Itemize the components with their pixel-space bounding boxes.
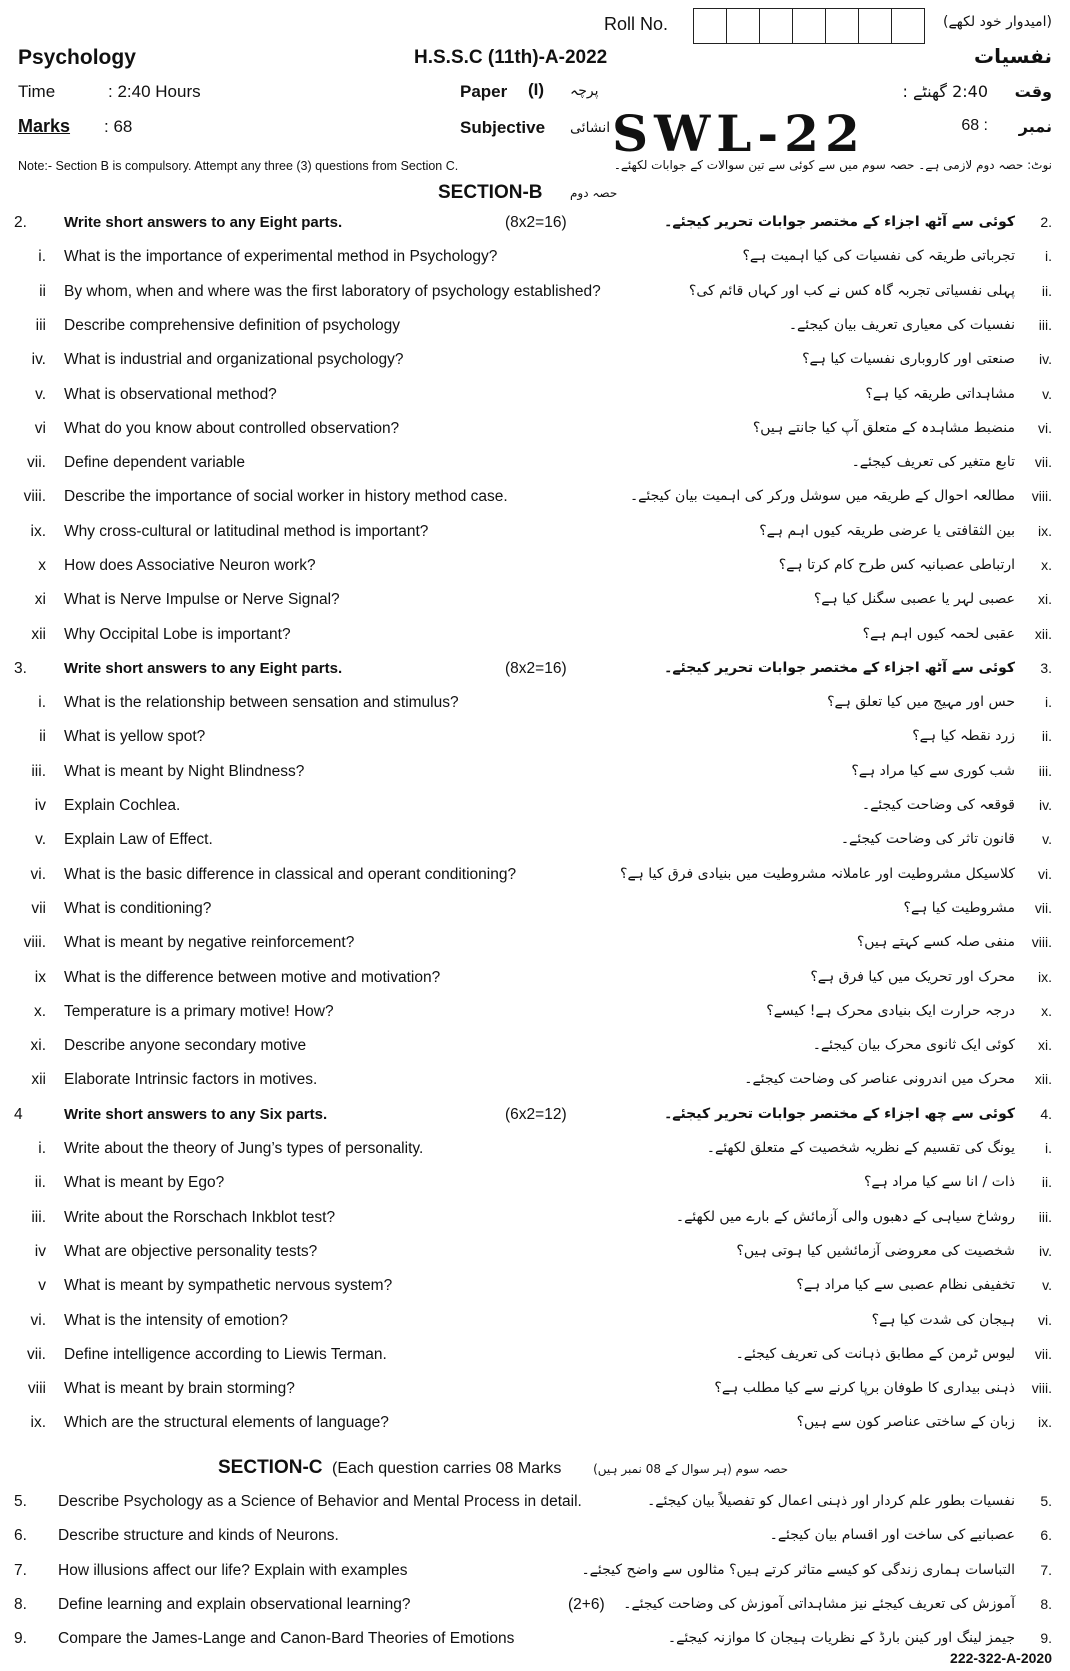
- section-b-title: SECTION-B: [438, 182, 543, 203]
- item-number-urdu: vii.: [1034, 1346, 1052, 1362]
- item-number: 5.: [14, 1493, 27, 1510]
- item-number-urdu: iv.: [1039, 1243, 1052, 1259]
- part-row: [0, 1003, 1070, 1033]
- item-text: What are objective personality tests?: [64, 1243, 318, 1260]
- marks-urdu-value: 68 :: [961, 117, 988, 134]
- item-number: v.: [35, 831, 46, 848]
- part-row: [0, 626, 1070, 656]
- marks-note: (8x2=16): [505, 660, 567, 677]
- item-text: Describe structure and kinds of Neurons.: [58, 1527, 339, 1544]
- note-english: Note:- Section B is compulsory. Attempt any three (3) questions from Section C.: [18, 159, 459, 173]
- item-number: iii.: [31, 1209, 46, 1226]
- part-row: [0, 694, 1070, 724]
- item-number-urdu: iii.: [1038, 763, 1052, 779]
- long-question-row: [0, 1527, 1070, 1557]
- item-number-urdu: iv.: [1039, 351, 1052, 367]
- item-text-urdu: عصبی لہر یا عصبی سگنل کیا ہے؟: [813, 591, 1015, 607]
- item-text-urdu: کوئی ایک ثانوی محرک بیان کیجئے۔: [812, 1037, 1015, 1053]
- item-number: vi: [34, 420, 46, 437]
- roll-cell: [727, 9, 760, 43]
- part-row: [0, 1414, 1070, 1444]
- part-row: [0, 386, 1070, 416]
- item-text-urdu: ذہنی بیداری کا طوفان برپا کرنے سے کیا مطلب ہے؟: [714, 1380, 1015, 1396]
- part-row: [0, 557, 1070, 587]
- section-b-title-urdu: حصہ دوم: [570, 186, 618, 200]
- item-number: ix.: [30, 1414, 46, 1431]
- item-number: iv: [34, 797, 46, 814]
- exam-title: H.S.S.C (11th)-A-2022: [414, 47, 608, 68]
- item-number: viii.: [23, 488, 46, 505]
- item-text-urdu: درجہ حرارت ایک بنیادی محرک ہے! کیسے؟: [766, 1003, 1015, 1019]
- item-text-urdu: عقبی لحمہ کیوں اہم ہے؟: [862, 626, 1015, 642]
- part-row: [0, 591, 1070, 621]
- part-row: [0, 1071, 1070, 1101]
- item-number-urdu: viii.: [1031, 1380, 1052, 1396]
- part-row: [0, 1140, 1070, 1170]
- item-number: 6.: [14, 1527, 27, 1544]
- paper-label: Paper: [460, 82, 508, 101]
- item-text-urdu: زبان کے ساختی عناصر کون سے ہیں؟: [796, 1414, 1015, 1430]
- item-number-urdu: vii.: [1034, 900, 1052, 916]
- item-text-urdu: نفسیات بطور علم کردار اور ذہنی اعمال کو تفصیلاً بیان کیجئے۔: [647, 1493, 1015, 1509]
- question-row: [0, 660, 1070, 690]
- long-question-row: [0, 1493, 1070, 1523]
- item-number: ii: [39, 283, 46, 300]
- item-number-urdu: x.: [1041, 557, 1052, 573]
- time-label: Time: [18, 82, 56, 101]
- item-text: What is meant by sympathetic nervous system?: [64, 1277, 393, 1294]
- item-number: vii: [31, 900, 46, 917]
- item-text: What is the difference between motive and motivation?: [64, 969, 441, 986]
- item-text-urdu: جیمز لینگ اور کینن بارڈ کے نظریات ہیجان کا موازنہ کیجئے۔: [667, 1630, 1015, 1646]
- part-row: [0, 1346, 1070, 1376]
- item-text-urdu: تابع متغیر کی تعریف کیجئے۔: [851, 454, 1015, 470]
- part-row: [0, 351, 1070, 381]
- item-text: Describe Psychology as a Science of Behavior and Mental Process in detail.: [58, 1493, 582, 1510]
- item-text: Define dependent variable: [64, 454, 245, 471]
- item-number: x.: [33, 1003, 46, 1020]
- item-text: What is the intensity of emotion?: [64, 1312, 289, 1329]
- part-row: [0, 1243, 1070, 1273]
- item-text-urdu: یونگ کی تقسیم کے نظریہ شخصیت کے متعلق لکھئے۔: [706, 1140, 1015, 1156]
- item-text: What is the basic difference in classical and operant conditioning?: [64, 866, 517, 883]
- item-number: xi.: [30, 1037, 46, 1054]
- item-number: v.: [35, 386, 46, 403]
- item-text-urdu: شخصیت کی معروضی آزمائشیں کیا ہوتی ہیں؟: [736, 1243, 1015, 1259]
- question-row: [0, 1106, 1070, 1136]
- item-number-urdu: v.: [1042, 386, 1052, 402]
- item-text: What is conditioning?: [64, 900, 212, 917]
- item-text-urdu: تجرباتی طریقہ کی نفسیات کی کیا اہمیت ہے؟: [742, 248, 1015, 264]
- item-number-urdu: i.: [1045, 1140, 1052, 1156]
- item-text: Why Occipital Lobe is important?: [64, 626, 291, 643]
- item-number-urdu: ii.: [1041, 728, 1052, 744]
- item-text: What is meant by brain storming?: [64, 1380, 295, 1397]
- subject-english: Psychology: [18, 46, 136, 69]
- item-text-urdu: کلاسیکل مشروطیت اور عاملانہ مشروطیت میں بنیادی فرق کیا ہے؟: [620, 866, 1015, 882]
- item-text-urdu: کوئی سے چھ اجزاء کے مختصر جوابات تحریر کیجئے۔: [664, 1106, 1015, 1122]
- item-number: 3.: [14, 660, 27, 677]
- part-row: [0, 283, 1070, 313]
- part-row: [0, 1277, 1070, 1307]
- marks-note: (8x2=16): [505, 214, 567, 231]
- item-number-urdu: 6.: [1040, 1527, 1052, 1543]
- item-text: Explain Cochlea.: [64, 797, 181, 814]
- item-number: iv.: [31, 351, 46, 368]
- item-number: vii.: [27, 1346, 46, 1363]
- item-number-urdu: ix.: [1038, 523, 1052, 539]
- item-number: viii: [27, 1380, 46, 1397]
- part-row: [0, 934, 1070, 964]
- item-number-urdu: x.: [1041, 1003, 1052, 1019]
- item-text: How illusions affect our life? Explain with examples: [58, 1562, 408, 1579]
- item-text: What is observational method?: [64, 386, 277, 403]
- marks-note: (6x2=12): [505, 1106, 567, 1123]
- item-number-urdu: vii.: [1034, 454, 1052, 470]
- item-number: xii: [31, 1071, 46, 1088]
- item-number-urdu: ii.: [1041, 283, 1052, 299]
- item-text: Explain Law of Effect.: [64, 831, 213, 848]
- item-number-urdu: xii.: [1034, 626, 1052, 642]
- part-row: [0, 317, 1070, 347]
- handwritten-code: SWL-22: [612, 104, 866, 163]
- item-text-urdu: قوقعہ کی وضاحت کیجئے۔: [861, 797, 1015, 813]
- item-number-urdu: ix.: [1038, 969, 1052, 985]
- item-number-urdu: i.: [1045, 248, 1052, 264]
- section-c-title: SECTION-C: [218, 1457, 323, 1478]
- section-c-title-urdu: حصہ سوم (ہر سوال کے 08 نمبر ہیں): [593, 1462, 788, 1476]
- section-c-subtitle: (Each question carries 08 Marks: [332, 1460, 562, 1477]
- item-number: vi.: [30, 1312, 46, 1329]
- item-text: What is industrial and organizational psychology?: [64, 351, 404, 368]
- item-number: iv: [34, 1243, 46, 1260]
- item-text: What is meant by negative reinforcement?: [64, 934, 355, 951]
- item-text-urdu: ذات / انا سے کیا مراد ہے؟: [863, 1174, 1015, 1190]
- item-text: What is the relationship between sensation and stimulus?: [64, 694, 459, 711]
- item-text: Describe comprehensive definition of psychology: [64, 317, 401, 334]
- item-number-urdu: vi.: [1038, 1312, 1052, 1328]
- item-text-urdu: مشروطیت کیا ہے؟: [903, 900, 1015, 916]
- item-number: i.: [38, 694, 46, 711]
- subjective-label: Subjective: [460, 118, 546, 137]
- item-number-urdu: v.: [1042, 831, 1052, 847]
- item-number-urdu: ix.: [1038, 1414, 1052, 1430]
- roll-cell: [892, 9, 924, 43]
- item-number: 2.: [14, 214, 27, 231]
- item-text-urdu: روشاخ سیاہی کے دھبوں والی آزمائش کے بارے میں لکھئے۔: [675, 1209, 1015, 1225]
- item-text-urdu: صنعتی اور کاروباری نفسیات کیا ہے؟: [802, 351, 1015, 367]
- item-text-urdu: کوئی سے آٹھ اجزاء کے مختصر جوابات تحریر کیجئے۔: [664, 660, 1015, 676]
- marks-label: Marks: [18, 116, 71, 136]
- note-urdu: نوٹ: حصہ دوم لازمی ہے۔ حصہ سوم میں سے کوئی سے تین سوالات کے جوابات لکھئے۔: [613, 158, 1052, 172]
- item-number-urdu: ii.: [1041, 1174, 1052, 1190]
- roll-cell: [859, 9, 892, 43]
- item-number-urdu: viii.: [1031, 488, 1052, 504]
- long-question-row: [0, 1596, 1070, 1626]
- item-text-urdu: ہیجان کی شدت کیا ہے؟: [871, 1312, 1015, 1328]
- item-number: iii: [35, 317, 46, 334]
- item-text-urdu: کوئی سے آٹھ اجزاء کے مختصر جوابات تحریر کیجئے۔: [664, 214, 1015, 230]
- item-text: What is Nerve Impulse or Nerve Signal?: [64, 591, 340, 608]
- item-text-urdu: بین الثقافتی یا عرضی طریقہ کیوں اہم ہے؟: [759, 523, 1015, 539]
- part-row: [0, 1174, 1070, 1204]
- item-text-urdu: آموزش کی تعریف کیجئے نیز مشاہداتی آموزش کی وضاحت کیجئے۔: [623, 1596, 1015, 1612]
- long-question-row: [0, 1562, 1070, 1592]
- item-text-urdu: منضبط مشاہدہ کے متعلق آپ کیا جانتے ہیں؟: [752, 420, 1015, 436]
- item-text: What do you know about controlled observation?: [64, 420, 400, 437]
- item-text: What is meant by Night Blindness?: [64, 763, 305, 780]
- item-text: Define learning and explain observational learning?: [58, 1596, 411, 1613]
- part-row: [0, 420, 1070, 450]
- item-number: ii.: [34, 1174, 46, 1191]
- item-text: By whom, when and where was the first laboratory of psychology established?: [64, 283, 601, 300]
- time-value: : 2:40 Hours: [108, 82, 201, 101]
- item-text-urdu: مشاہداتی طریقہ کیا ہے؟: [865, 386, 1015, 402]
- item-text: What is yellow spot?: [64, 728, 206, 745]
- item-number-urdu: xi.: [1038, 1037, 1052, 1053]
- item-text: Describe the importance of social worker in history method case.: [64, 488, 508, 505]
- item-number: i.: [38, 248, 46, 265]
- subject-urdu: نفسیات: [973, 44, 1052, 68]
- part-row: [0, 866, 1070, 896]
- item-text: Describe anyone secondary motive: [64, 1037, 307, 1054]
- item-text-urdu: التباسات ہماری زندگی کو کیسے متاثر کرتے ہیں؟ مثالوں سے واضح کیجئے۔: [581, 1562, 1015, 1578]
- item-text-urdu: عصبانیے کی ساخت اور اقسام بیان کیجئے۔: [769, 1527, 1015, 1543]
- long-question-row: [0, 1630, 1070, 1660]
- part-row: [0, 900, 1070, 930]
- roll-no-boxes: [693, 8, 925, 44]
- question-row: [0, 214, 1070, 244]
- time-urdu-value: 2:40 گھنٹے :: [902, 82, 988, 101]
- item-text-urdu: پہلی نفسیاتی تجربہ گاہ کس نے کب اور کہاں قائم کی؟: [688, 283, 1015, 299]
- item-text-urdu: منفی صلہ کسے کہتے ہیں؟: [856, 934, 1015, 950]
- item-number-urdu: iii.: [1038, 1209, 1052, 1225]
- roll-cell: [694, 9, 727, 43]
- item-number-urdu: 9.: [1040, 1630, 1052, 1646]
- item-number: iii.: [31, 763, 46, 780]
- item-number: 4: [14, 1106, 23, 1123]
- item-number: 7.: [14, 1562, 27, 1579]
- item-number-urdu: iii.: [1038, 317, 1052, 333]
- time-urdu-label: وقت: [1014, 82, 1052, 101]
- item-number-urdu: xii.: [1034, 1071, 1052, 1087]
- item-text: What is the importance of experimental method in Psychology?: [64, 248, 498, 265]
- item-number: v: [38, 1277, 46, 1294]
- marks-value: : 68: [104, 117, 133, 136]
- roll-cell: [793, 9, 826, 43]
- item-text: Why cross-cultural or latitudinal method is important?: [64, 523, 429, 540]
- item-number-urdu: 8.: [1040, 1596, 1052, 1612]
- item-number-urdu: 2.: [1040, 214, 1052, 230]
- item-number: xii: [31, 626, 46, 643]
- roll-cell: [760, 9, 793, 43]
- subjective-urdu: انشائی: [570, 120, 611, 136]
- part-row: [0, 488, 1070, 518]
- item-number-urdu: v.: [1042, 1277, 1052, 1293]
- marks-note: (2+6): [568, 1596, 605, 1613]
- paper-urdu: پرچہ: [570, 83, 599, 99]
- part-row: [0, 1380, 1070, 1410]
- item-text-urdu: تخفیفی نظام عصبی سے کیا مراد ہے؟: [796, 1277, 1015, 1293]
- item-number: ix.: [30, 523, 46, 540]
- part-row: [0, 454, 1070, 484]
- item-number-urdu: i.: [1045, 694, 1052, 710]
- item-text: Temperature is a primary motive! How?: [64, 1003, 334, 1020]
- item-text: Define intelligence according to Liewis Terman.: [64, 1346, 387, 1363]
- item-text: Write short answers to any Eight parts.: [64, 660, 343, 677]
- item-number: 9.: [14, 1630, 27, 1647]
- item-number: vii.: [27, 454, 46, 471]
- item-number-urdu: 4.: [1040, 1106, 1052, 1122]
- item-number: ix: [34, 969, 46, 986]
- item-text: How does Associative Neuron work?: [64, 557, 316, 574]
- item-text: Compare the James-Lange and Canon-Bard Theories of Emotions: [58, 1630, 515, 1647]
- part-row: [0, 969, 1070, 999]
- item-text-urdu: محرک میں اندرونی عناصر کی وضاحت کیجئے۔: [744, 1071, 1015, 1087]
- item-number-urdu: xi.: [1038, 591, 1052, 607]
- marks-urdu-label: نمبر: [1018, 117, 1052, 136]
- item-text-urdu: مطالعہ احوال کے طریقہ میں سوشل ورکر کی اہمیت بیان کیجئے۔: [629, 488, 1015, 504]
- item-number-urdu: vi.: [1038, 866, 1052, 882]
- part-row: [0, 523, 1070, 553]
- item-text: Elaborate Intrinsic factors in motives.: [64, 1071, 318, 1088]
- item-number: 8.: [14, 1596, 27, 1613]
- roll-no-label: Roll No.: [604, 14, 669, 34]
- item-number: xi: [34, 591, 46, 608]
- item-text-urdu: لیوس ٹرمن کے مطابق ذہانت کی تعریف کیجئے۔: [735, 1346, 1015, 1362]
- item-text-urdu: نفسیات کی معیاری تعریف بیان کیجئے۔: [788, 317, 1015, 333]
- item-number: vi.: [30, 866, 46, 883]
- part-row: [0, 1037, 1070, 1067]
- item-number-urdu: viii.: [1031, 934, 1052, 950]
- item-text-urdu: شب کوری سے کیا مراد ہے؟: [851, 763, 1015, 779]
- part-row: [0, 728, 1070, 758]
- item-text: Write about the Rorschach Inkblot test?: [64, 1209, 336, 1226]
- part-row: [0, 1209, 1070, 1239]
- item-number-urdu: 3.: [1040, 660, 1052, 676]
- item-text: Write about the theory of Jung’s types of personality.: [64, 1140, 424, 1157]
- part-row: [0, 763, 1070, 793]
- item-number-urdu: iv.: [1039, 797, 1052, 813]
- item-text: Write short answers to any Eight parts.: [64, 214, 343, 231]
- item-number: ii: [39, 728, 46, 745]
- item-number: i.: [38, 1140, 46, 1157]
- footer-code: 222-322-A-2020: [950, 1650, 1052, 1666]
- item-text-urdu: محرک اور تحریک میں کیا فرق ہے؟: [810, 969, 1015, 985]
- paper-value: (I): [528, 80, 545, 99]
- item-text-urdu: حس اور مہیج میں کیا تعلق ہے؟: [827, 694, 1015, 710]
- item-number-urdu: 7.: [1040, 1562, 1052, 1578]
- item-number-urdu: 5.: [1040, 1493, 1052, 1509]
- item-number: viii.: [23, 934, 46, 951]
- part-row: [0, 1312, 1070, 1342]
- item-number: x: [38, 557, 46, 574]
- item-number-urdu: vi.: [1038, 420, 1052, 436]
- part-row: [0, 831, 1070, 861]
- roll-cell: [826, 9, 859, 43]
- item-text-urdu: زرد نقطہ کیا ہے؟: [912, 728, 1015, 744]
- item-text: What is meant by Ego?: [64, 1174, 225, 1191]
- item-text-urdu: قانون تاثر کی وضاحت کیجئے۔: [840, 831, 1015, 847]
- item-text-urdu: ارتباطی عصبانیہ کس طرح کام کرتا ہے؟: [778, 557, 1015, 573]
- roll-note-urdu: (امیدوار خود لکھے): [943, 14, 1052, 30]
- item-text: Write short answers to any Six parts.: [64, 1106, 328, 1123]
- item-text: Which are the structural elements of language?: [64, 1414, 389, 1431]
- part-row: [0, 248, 1070, 278]
- part-row: [0, 797, 1070, 827]
